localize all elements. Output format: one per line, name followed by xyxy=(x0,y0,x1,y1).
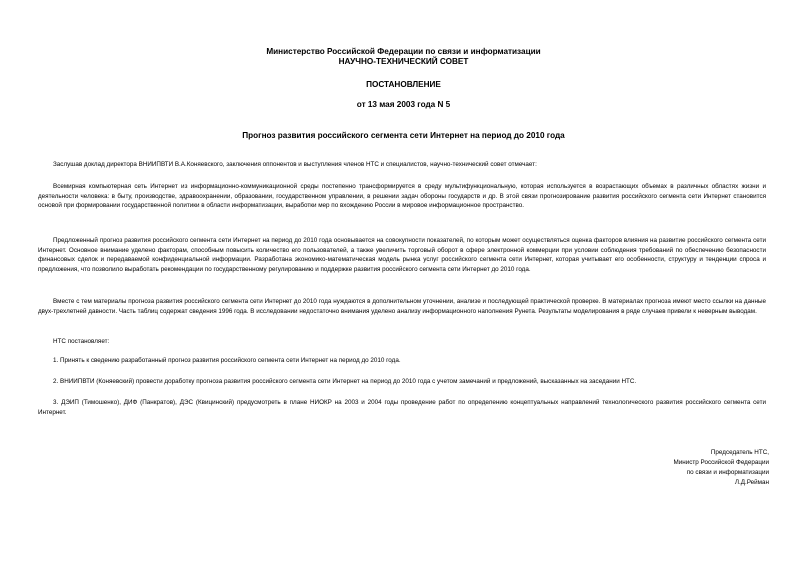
signature-line-2: Министр Российской Федерации xyxy=(673,459,769,466)
resolution-item-3: 3. ДЭИП (Тимошенко), ДИФ (Панкратов), ДЭС (Квицинский) предусмотреть в плане НИОКР на 2003 и 2004 годы проведение работ по определению концептуальных направлений технологического развития российского сегмента сети Интернет. xyxy=(38,399,766,416)
signature-name: Л.Д.Рейман xyxy=(734,479,769,486)
signature-line-1: Председатель НТС, xyxy=(710,449,769,456)
council-name: НАУЧНО-ТЕХНИЧЕСКИЙ СОВЕТ xyxy=(338,57,469,66)
paragraph-3: Вместе с тем материалы прогноза развития российского сегмента сети Интернет до 2010 года нуждаются в дополнительном уточнении, анализе и последующей практической проверке. В материалах прогноза имеют место ссылки на данные двух-трехлетней давности. Часть таблиц содержат сведения 1996 года. В исследовании недостаточно внимания уделено анализу информационного наполнения Рунета. Результаты моделирования в ряде случаев привели к неверным выводам. xyxy=(38,298,766,315)
document-type: ПОСТАНОВЛЕНИЕ xyxy=(366,80,441,89)
document-date: от 13 мая 2003 года N 5 xyxy=(356,100,451,109)
document-title: Прогноз развития российского сегмента сети Интернет на период до 2010 года xyxy=(242,131,565,140)
paragraph-1: Всемирная компьютерная сеть Интернет из информационно-коммуникационной среды постепенно трансформируется в среду мультифункциональную, которая используется в возрастающих объемах в различных областях жизни и деятельности человека: в быту, производстве, здравоохранении, образовании, государственном управлении, в решении задач обороны государств и др. В этой связи прогнозирование развития российского сегмента сети Интернет становится основой при формировании государственной политики в области информатизации, выработки мер по вхождению России в мировое информационное пространство. xyxy=(38,183,766,209)
intro-paragraph: Заслушав доклад директора ВНИИПВТИ В.А.Коняевского, заключения оппонентов и выступления членов НТС и специалистов, научно-технический совет отмечает: xyxy=(53,161,537,168)
resolution-item-1: 1. Принять к сведению разработанный прогноз развития российского сегмента сети Интернет на период до 2010 года. xyxy=(53,357,401,364)
ministry-name: Министерство Российской Федерации по связи и информатизации xyxy=(266,47,541,56)
resolution-intro: НТС постановляет: xyxy=(53,338,110,345)
signature-line-3: по связи и информатизации xyxy=(686,469,769,476)
resolution-item-2: 2. ВНИИПВТИ (Коняевский) провести доработку прогноза развития российского сегмента сети Интернет на период до 2010 года с учетом замечаний и предложений, высказанных на заседании НТС. xyxy=(53,378,637,385)
paragraph-2: Предложенный прогноз развития российского сегмента сети Интернет на период до 2010 года основывается на совокупности показателей, по которым может осуществляться оценка факторов влияния на развитие российского сегмента сети Интернет. Основное внимание уделено факторам, способным повысить количество его пользователей, а также увеличить торговый оборот в сфере электронной коммерции при условии соблюдения требований по обеспечению безопасности финансовых сделок и передаваемой конфиденциальной информации. Разработана экономико-математическая модель рынка услуг российского сегмента сети Интернет, которая учитывает его особенности, структуру и тенденции спроса и предложения, что позволило выработать рекомендации по государственному регулированию и поддержке развития российского сегмента сети Интернет до 2010 года. xyxy=(38,237,766,273)
signature-block xyxy=(673,448,769,488)
